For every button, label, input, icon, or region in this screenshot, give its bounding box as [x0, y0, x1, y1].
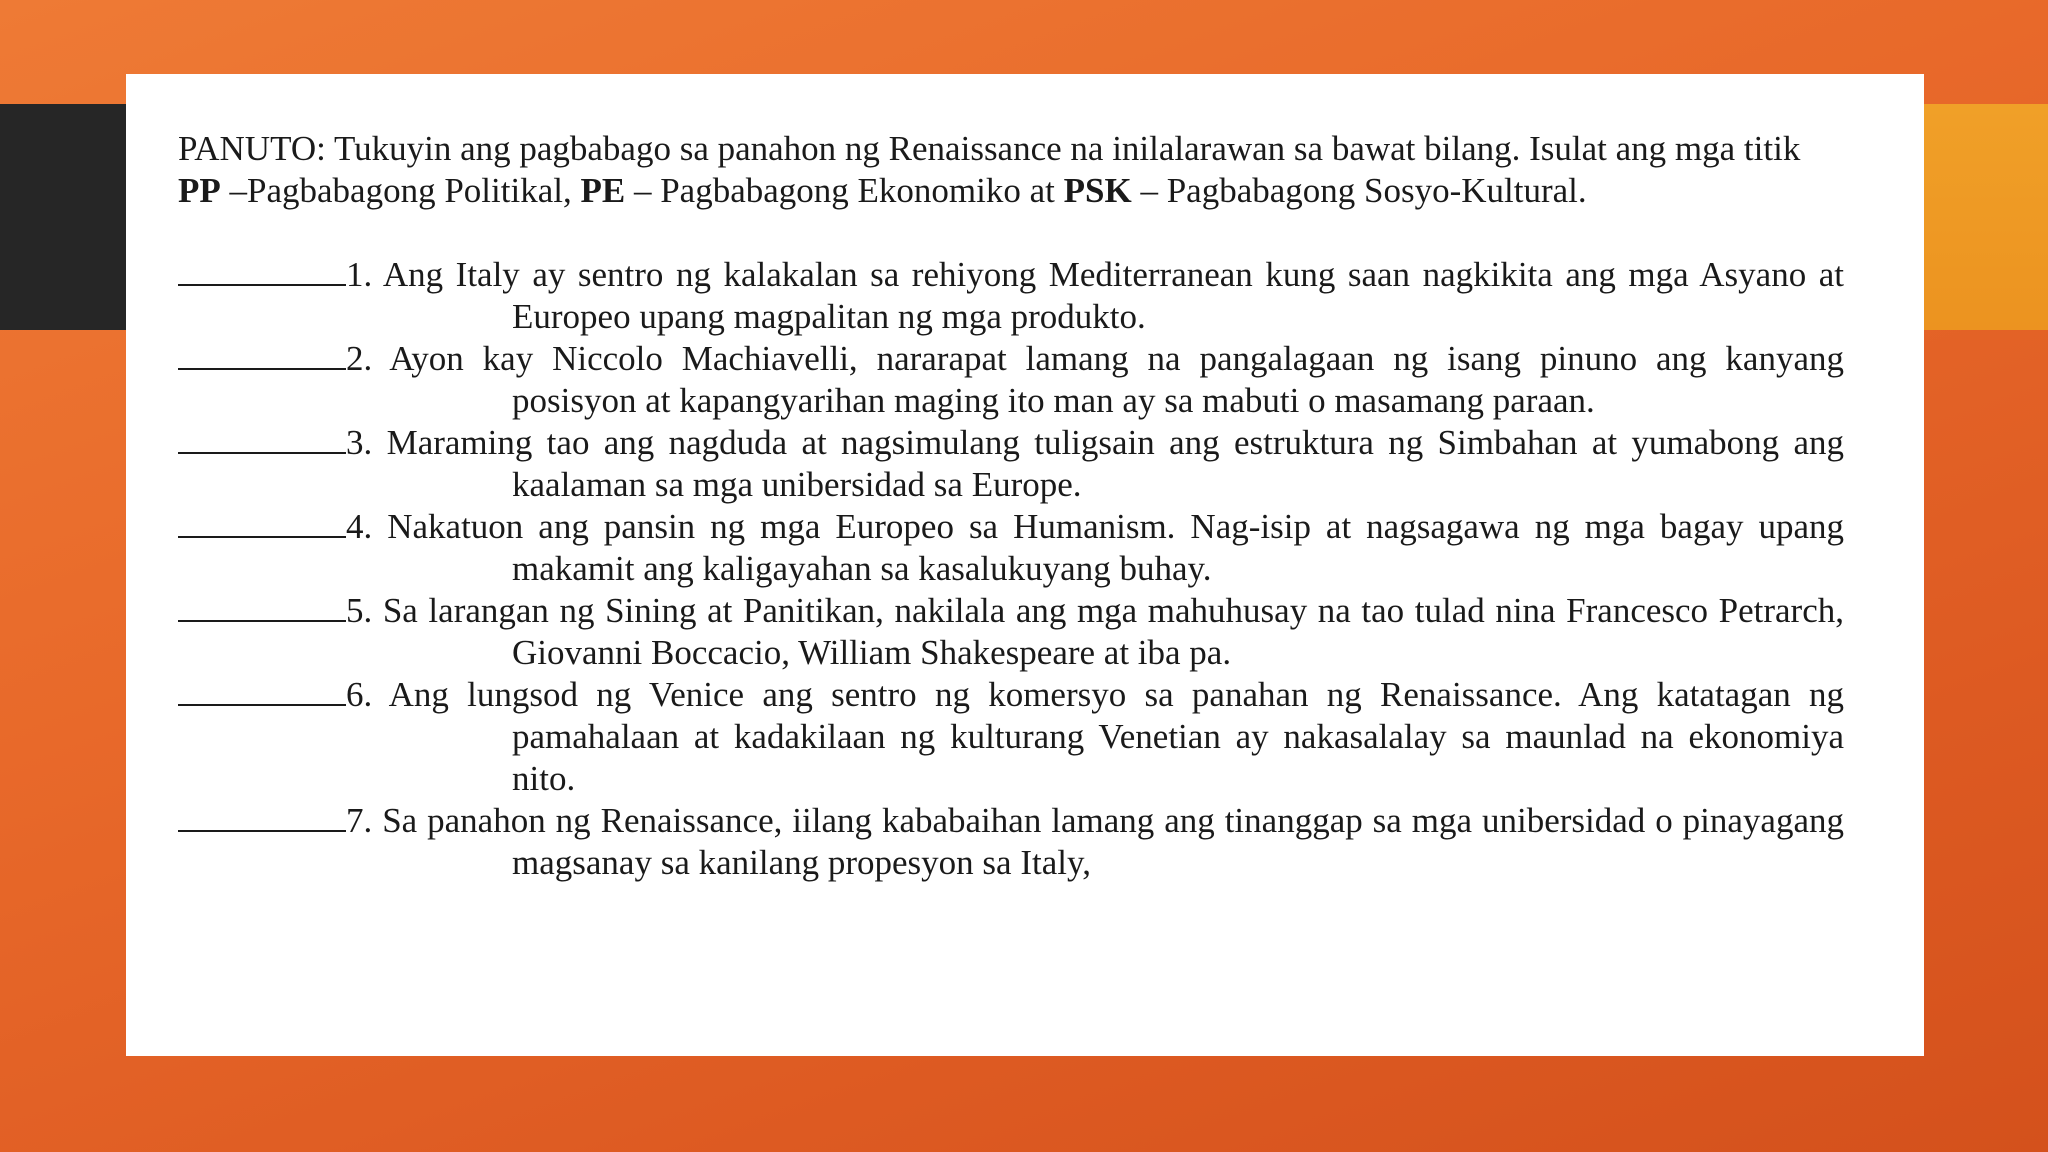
- question-item-7: [178, 800, 1844, 884]
- question-item-5: [178, 590, 1844, 674]
- instructions-paragraph: [178, 128, 1844, 212]
- question-text: Maraming tao ang nagduda at nagsimulang tuligsain ang estruktura ng Simbahan at yumabong ang kaalaman sa mga unibersidad sa Europe.: [386, 423, 1845, 504]
- question-number: 3.: [346, 423, 373, 462]
- left-accent-band: [0, 104, 130, 330]
- answer-blank[interactable]: [178, 422, 346, 454]
- worksheet-card: [126, 74, 1924, 1056]
- answer-blank[interactable]: [178, 338, 346, 370]
- question-text: Sa panahon ng Renaissance, iilang kababaihan lamang ang tinanggap sa mga unibersidad o pinayagang magsanay sa kanilang propesyon sa Italy,: [382, 801, 1844, 882]
- question-text: Ang lungsod ng Venice ang sentro ng komersyo sa panahan ng Renaissance. Ang katatagan ng pamahalaan at kadakilaan ng kulturang Venetian ay nakasalalay sa maunlad na ekonomiya nito.: [388, 675, 1844, 798]
- question-text: Ang Italy ay sentro ng kalakalan sa rehiyong Mediterranean kung saan nagkikita ang mga Asyano at Europeo upang magpalitan ng mga produkto.: [382, 255, 1844, 336]
- instructions-text-3: – Pagbabagong Ekonomiko at: [625, 171, 1064, 210]
- question-item-2: [178, 338, 1844, 422]
- instructions-text-2: –Pagbabagong Politikal,: [220, 171, 581, 210]
- question-text: Sa larangan ng Sining at Panitikan, nakilala ang mga mahuhusay na tao tulad nina Francesco Petrarch, Giovanni Boccacio, William Shakespeare at iba pa.: [382, 591, 1844, 672]
- instructions-text-1: PANUTO: Tukuyin ang pagbabago sa panahon ng Renaissance na inilalarawan sa bawat bilang. Isulat ang mga titik: [178, 129, 1801, 168]
- question-number: 4.: [346, 507, 373, 546]
- question-item-6: [178, 674, 1844, 800]
- answer-blank[interactable]: [178, 254, 346, 286]
- instructions-text-4: – Pagbabagong Sosyo-Kultural.: [1131, 171, 1587, 210]
- question-number: 2.: [346, 339, 373, 378]
- question-item-4: [178, 506, 1844, 590]
- code-pp: PP: [178, 171, 221, 210]
- question-number: 7.: [346, 801, 373, 840]
- question-item-3: [178, 422, 1844, 506]
- question-item-1: [178, 254, 1844, 338]
- worksheet-content: [178, 128, 1844, 884]
- question-number: 5.: [346, 591, 373, 630]
- answer-blank[interactable]: [178, 800, 346, 832]
- code-pe: PE: [580, 171, 626, 210]
- question-text: Nakatuon ang pansin ng mga Europeo sa Humanism. Nag-isip at nagsagawa ng mga bagay upang makamit ang kaligayahan sa kasalukuyang buhay.: [387, 507, 1844, 588]
- code-psk: PSK: [1063, 171, 1132, 210]
- answer-blank[interactable]: [178, 590, 346, 622]
- question-number: 6.: [346, 675, 373, 714]
- answer-blank[interactable]: [178, 506, 346, 538]
- answer-blank[interactable]: [178, 674, 346, 706]
- right-accent-band: [1918, 104, 2048, 330]
- question-number: 1.: [346, 255, 373, 294]
- question-text: Ayon kay Niccolo Machiavelli, nararapat lamang na pangalagaan ng isang pinuno ang kanyang posisyon at kapangyarihan maging ito man ay sa mabuti o masamang paraan.: [389, 339, 1844, 420]
